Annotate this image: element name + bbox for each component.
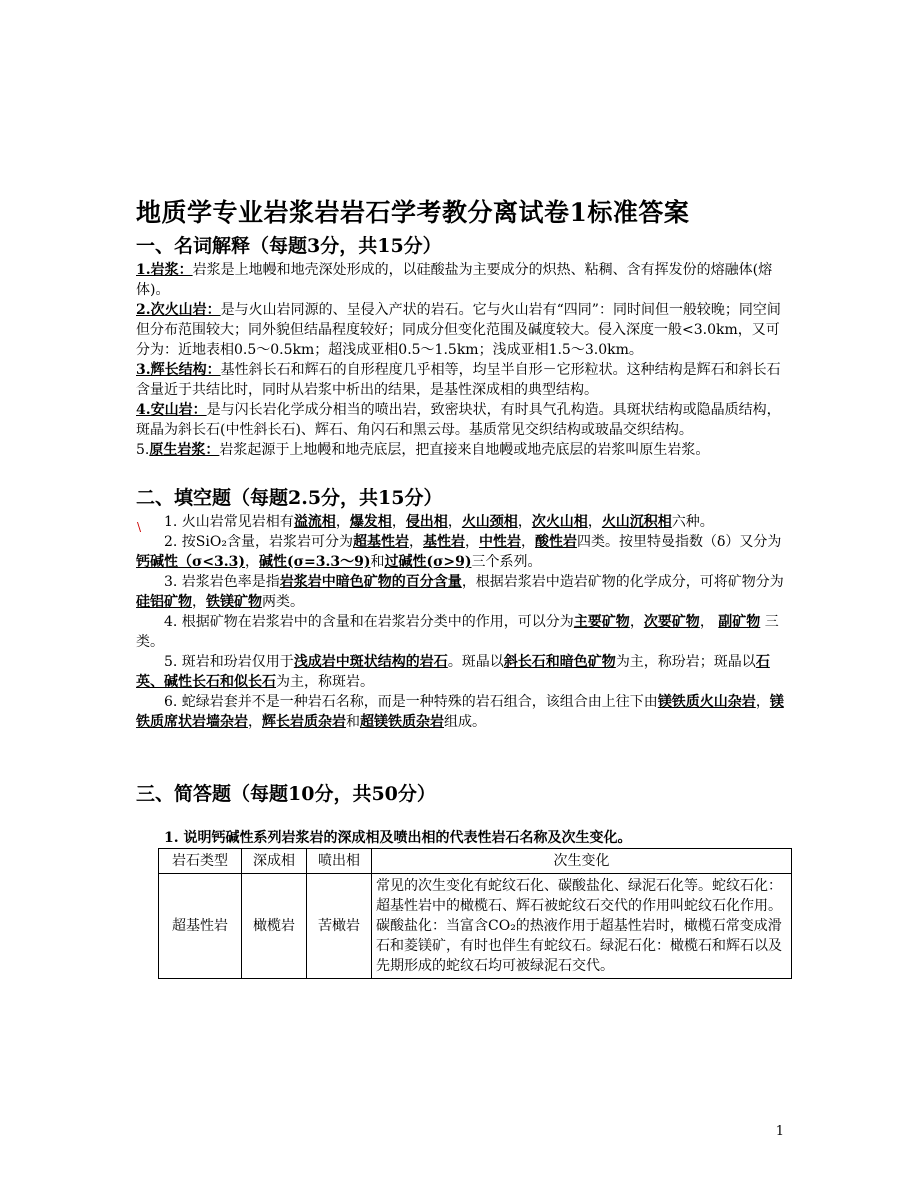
answer: 超基性岩 (352, 534, 409, 550)
section-1-heading: 一、名词解释（每题3分，共15分） (136, 235, 442, 257)
section-3-heading: 三、简答题（每题10分，共50分） (136, 783, 436, 805)
column-header: 喷出相 (307, 849, 372, 874)
volcanic-cell: 苦橄岩 (307, 874, 372, 979)
answer: 次火山相 (531, 514, 588, 530)
answer: 斜长石和暗色矿物 (503, 654, 616, 670)
document-page (136, 196, 786, 979)
answer: 硅铝矿物 (136, 594, 192, 610)
fill-question-5: 5. 斑岩和玢岩仅用于浅成岩中斑状结构的岩石。斑晶以斜长石和暗色矿物为主，称玢岩；斑晶以石英、碱性长石和似长石为主，称斑岩。 (136, 654, 770, 690)
fill-question-4: 4. 根据矿物在岩浆岩中的含量和在岩浆岩分类中的作用，可以分为主要矿物，次要矿物， 副矿物 三类。 (136, 614, 779, 650)
stray-mark: \ (137, 520, 142, 534)
section-2-heading: 二、填空题（每题2.5分，共15分） (136, 487, 443, 509)
answer: 辉长岩质杂岩 (262, 714, 346, 730)
answer: 基性岩 (422, 534, 465, 550)
definition-term: 1.岩浆： (136, 262, 193, 278)
answer: 镁铁质席状岩墙杂岩 (136, 694, 784, 730)
definition-item (136, 440, 786, 460)
answer: 次要矿物 (643, 614, 700, 630)
answer: 酸性岩 (534, 534, 577, 550)
answer: 岩浆岩中暗色矿物的百分含量 (279, 574, 462, 590)
answer: 铁镁矿物 (206, 594, 262, 610)
fill-question-3: 3. 岩浆岩色率是指岩浆岩中暗色矿物的百分含量，根据岩浆岩中造岩矿物的化学成分，可将矿物分为硅铝矿物，铁镁矿物两类。 (136, 574, 784, 610)
definition-item (136, 400, 786, 440)
plutonic-cell: 橄榄岩 (242, 874, 307, 979)
definition-term: 3.辉长结构： (136, 362, 221, 378)
answer: 侵出相 (405, 514, 448, 530)
definition-term: 原生岩浆： (149, 442, 220, 458)
answer: 超镁铁质杂岩 (360, 714, 444, 730)
definition-item (136, 260, 786, 300)
definition-term: 2.次火山岩： (136, 302, 221, 318)
definition-number: 5. (136, 442, 150, 458)
rock-type-cell: 超基性岩 (159, 874, 242, 979)
answer: 主要矿物 (573, 614, 630, 630)
column-header: 深成相 (242, 849, 307, 874)
short-answer-question: 1. 说明钙碱性系列岩浆岩的深成相及喷出相的代表性岩石名称及次生变化。 (164, 830, 632, 846)
answer: 爆发相 (349, 514, 392, 530)
answer: 浅成岩中斑状结构的岩石 (293, 654, 448, 670)
answer: 副矿物 (718, 614, 761, 630)
answer: 石英、碱性长石和似长石 (136, 654, 770, 690)
definition-text: 岩浆是上地幔和地壳深处形成的，以硅酸盐为主要成分的炽热、粘稠、含有挥发份的熔融体(熔体)。 (136, 262, 773, 298)
page-number: 1 (775, 1124, 784, 1139)
rock-table (158, 848, 792, 979)
answer: 碱性(σ=3.3～9) (259, 554, 371, 570)
fill-question-2: 2. 按SiO₂含量，岩浆岩可分为超基性岩，基性岩，中性岩，酸性岩四类。按里特曼指数（δ）又分为钙碱性（σ<3.3)，碱性(σ=3.3～9)和过碱性(σ>9)三个系列。 (136, 534, 782, 570)
table-header-row (159, 849, 792, 874)
answer: 火山沉积相 (601, 514, 672, 530)
definition-item (136, 360, 786, 400)
column-header: 岩石类型 (159, 849, 242, 874)
definition-text: 基性斜长石和辉石的自形程度几乎相等，均呈半自形－它形粒状。这种结构是辉石和斜长石含量近于共结比时，同时从岩浆中析出的结果，是基性深成相的典型结构。 (136, 362, 781, 398)
alteration-cell: 常见的次生变化有蛇纹石化、碳酸盐化、绿泥石化等。蛇纹石化：超基性岩中的橄榄石、辉石被蛇纹石交代的作用叫蛇纹石化作用。碳酸盐化：当富含CO₂的热液作用于超基性岩时，橄榄石常变成滑石和菱镁矿，有时也伴生有蛇纹石。绿泥石化：橄榄石和辉石以及先期形成的蛇纹石均可被绿泥石交代。 (372, 874, 792, 979)
fill-question-1: 1. 火山岩常见岩相有溢流相，爆发相，侵出相，火山颈相，次火山相，火山沉积相六种。 (164, 514, 714, 530)
answer: 过碱性(σ>9) (384, 554, 472, 570)
definition-item (136, 300, 786, 360)
definition-text: 是与闪长岩化学成分相当的喷出岩，致密块状，有时具气孔构造。具斑状结构或隐晶质结构，斑晶为斜长石(中性斜长石)、辉石、角闪石和黑云母。基质常见交织结构或玻晶交织结构。 (136, 402, 781, 438)
answer: 钙碱性（σ<3.3) (136, 554, 246, 570)
definition-text: 是与火山岩同源的、呈侵入产状的岩石。它与火山岩有“四同”：同时间但一般较晚；同空间但分布范围较大；同外貌但结晶程度较好；同成分但变化范围及碱度较大。侵入深度一般<3.0km，又可分为：近地表相0.5～0.5km；超浅成亚相0.5～1.5km；浅成亚相1.5～3.0km。 (136, 302, 781, 358)
table-row (159, 874, 792, 979)
definition-text: 岩浆起源于上地幔和地壳底层，把直接来自地幔或地壳底层的岩浆叫原生岩浆。 (219, 442, 710, 458)
answer: 火山颈相 (461, 514, 518, 530)
definition-term: 4.安山岩： (136, 402, 207, 418)
answer: 镁铁质火山杂岩 (657, 694, 756, 710)
answer: 中性岩 (478, 534, 521, 550)
fill-question-6: 6. 蛇绿岩套并不是一种岩石名称，而是一种特殊的岩石组合，该组合由上往下由镁铁质火山杂岩，镁铁质席状岩墙杂岩，辉长岩质杂岩和超镁铁质杂岩组成。 (136, 694, 784, 730)
document-title: 地质学专业岩浆岩岩石学考教分离试卷1标准答案 (136, 198, 690, 227)
column-header: 次生变化 (372, 849, 792, 874)
answer: 溢流相 (293, 514, 336, 530)
